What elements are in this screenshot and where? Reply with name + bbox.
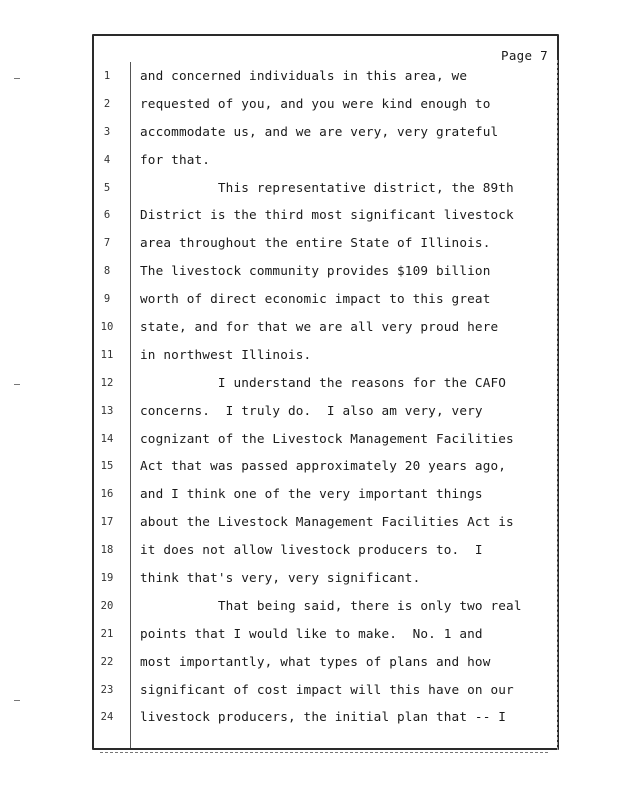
line-number: 6 [103,209,111,222]
transcript-line: requested of you, and you were kind enough to [140,95,491,111]
line-number: 8 [103,265,111,278]
line-number-margin-rule [130,62,131,748]
hole-punch-mark [14,384,20,385]
hole-punch-mark [14,700,20,701]
line-number: 4 [103,153,111,166]
transcript-line: concerns. I truly do. I also am very, very [140,402,483,418]
transcript-line: area throughout the entire State of Illinois. [140,235,491,251]
line-number-column [96,66,118,735]
line-number: 18 [100,544,114,557]
transcript-line: This representative district, the 89th [140,179,514,195]
transcript-line: Act that was passed approximately 20 years ago, [140,458,507,474]
line-number: 9 [103,293,111,306]
line-number: 23 [100,683,114,696]
line-number: 24 [100,711,114,724]
line-number: 2 [103,97,111,110]
transcript-line: livestock producers, the initial plan that -- I [140,709,507,725]
line-number: 12 [100,376,114,389]
line-number: 5 [103,181,111,194]
transcript-line: cognizant of the Livestock Management Facilities [140,430,514,446]
transcript-line: in northwest Illinois. [140,346,312,362]
transcript-line: and I think one of the very important things [140,486,483,502]
transcript-line: The livestock community provides $109 billion [140,263,491,279]
hole-punch-mark [14,78,20,79]
line-number: 13 [100,404,114,417]
line-number: 15 [100,460,114,473]
transcript-line: for that. [140,151,211,167]
line-number: 22 [100,655,114,668]
line-number: 11 [100,348,114,361]
transcript-line: think that's very, very significant. [140,570,421,586]
line-number: 10 [100,321,114,334]
line-number: 1 [103,70,111,82]
right-margin-rule [557,60,558,750]
line-number: 7 [103,237,111,250]
line-number: 14 [100,432,114,445]
line-number: 16 [100,488,114,501]
transcript-line: most importantly, what types of plans and how [140,653,491,669]
line-number: 21 [100,627,114,640]
transcript-line: significant of cost impact will this have on our [140,681,514,697]
transcript-line: and concerned individuals in this area, we [140,68,468,83]
transcript-line: it does not allow livestock producers to. I [140,542,483,558]
transcript-line: That being said, there is only two real [140,597,522,613]
line-number: 19 [100,572,114,585]
transcript-line: District is the third most significant livestock [140,207,514,223]
transcript-body [140,66,555,735]
line-number: 3 [103,125,111,138]
bottom-edge-rule [100,752,548,753]
transcript-line: points that I would like to make. No. 1 and [140,625,483,641]
line-number: 20 [100,599,114,612]
transcript-line: worth of direct economic impact to this great [140,291,491,307]
transcript-line: state, and for that we are all very proud here [140,319,499,335]
page-number: Page 7 [501,48,548,63]
line-number: 17 [100,516,114,529]
transcript-line: about the Livestock Management Facilities Act is [140,514,514,530]
transcript-line: accommodate us, and we are very, very grateful [140,123,499,139]
transcript-line: I understand the reasons for the CAFO [140,374,507,390]
